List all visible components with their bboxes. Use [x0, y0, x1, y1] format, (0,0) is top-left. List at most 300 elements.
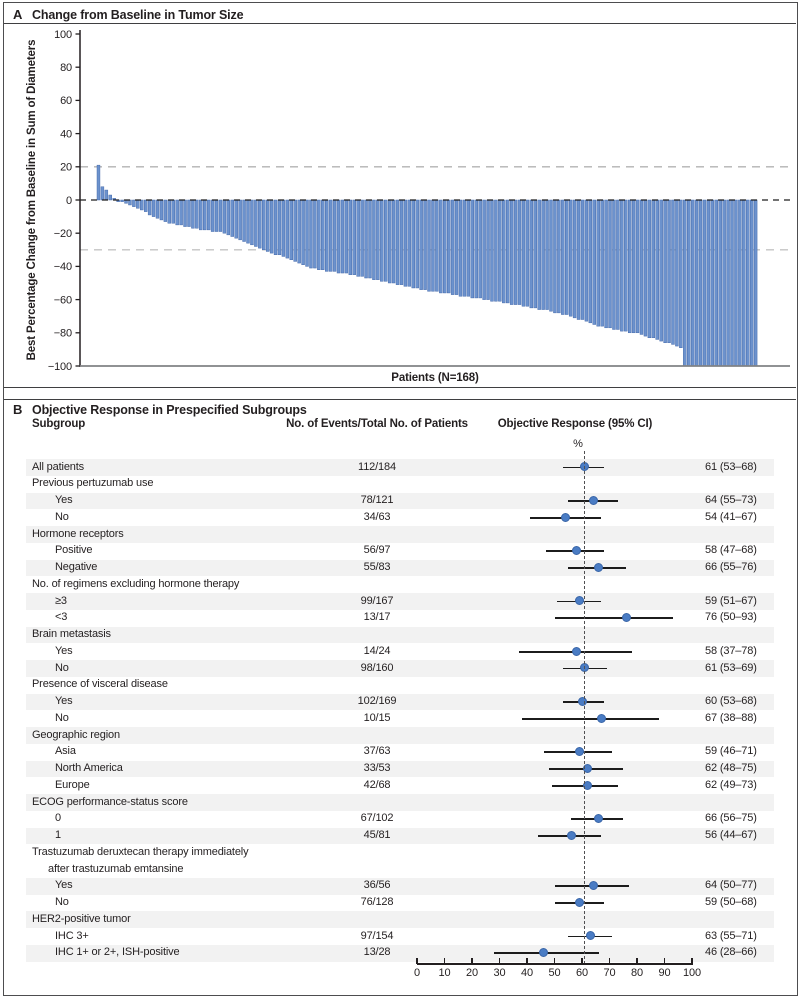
column-header-response: Objective Response (95% CI) [497, 418, 653, 430]
waterfall-bar [144, 200, 147, 212]
confidence-interval-line [555, 617, 673, 619]
point-estimate-dot [539, 948, 548, 957]
waterfall-bar [467, 200, 470, 296]
waterfall-bar [428, 200, 431, 291]
y-tick-label: 20 [60, 161, 72, 174]
point-estimate-dot [597, 714, 606, 723]
forest-row [26, 928, 774, 945]
waterfall-bar [695, 200, 698, 366]
waterfall-bar [644, 200, 647, 336]
point-estimate-dot [572, 647, 581, 656]
subgroup-label: No [55, 711, 69, 724]
y-tick-label: 0 [66, 194, 72, 207]
waterfall-bar [424, 200, 427, 290]
waterfall-bar [711, 200, 714, 366]
forest-category-row [26, 861, 774, 878]
forest-category-row [26, 476, 774, 493]
forest-row [26, 593, 774, 610]
column-header-subgroup: Subgroup [32, 418, 86, 430]
point-estimate-dot [575, 596, 584, 605]
waterfall-bar [361, 200, 364, 276]
events-total-value: 56/97 [363, 544, 391, 557]
waterfall-bar [652, 200, 655, 338]
point-estimate-dot [589, 496, 598, 505]
subgroup-label: HER2-positive tumor [32, 912, 131, 925]
waterfall-bar [341, 200, 344, 273]
waterfall-bar [609, 200, 612, 328]
events-total-value: 45/81 [363, 829, 391, 842]
waterfall-bar [286, 200, 289, 258]
waterfall-bar [475, 200, 478, 298]
waterfall-bar [164, 200, 167, 222]
forest-axis-tick-label: 30 [493, 967, 506, 979]
waterfall-bar [404, 200, 407, 286]
waterfall-bar [675, 200, 678, 346]
waterfall-bar [420, 200, 423, 290]
events-total-value: 67/102 [360, 812, 394, 825]
waterfall-bar [400, 200, 403, 285]
forest-axis-tick [416, 958, 417, 964]
subgroup-label: Geographic region [32, 728, 120, 741]
waterfall-bar [624, 200, 627, 331]
waterfall-bar [538, 200, 541, 310]
waterfall-bar [365, 200, 368, 278]
waterfall-bar [451, 200, 454, 295]
forest-axis-tick [636, 958, 637, 964]
waterfall-bar [384, 200, 387, 281]
waterfall-bar [487, 200, 490, 300]
waterfall-bar [215, 200, 218, 232]
forest-category-row [26, 576, 774, 593]
waterfall-bar [498, 200, 501, 301]
ci-value-label: 54 (41–67) [705, 510, 757, 523]
waterfall-bar [557, 200, 560, 313]
forest-category-row [26, 911, 774, 928]
waterfall-bar [148, 200, 151, 215]
forest-axis-tick [581, 958, 582, 964]
forest-axis-tick-label: 60 [576, 967, 588, 979]
waterfall-bar [585, 200, 588, 321]
forest-row [26, 945, 774, 962]
waterfall-bar [101, 187, 104, 200]
waterfall-bar [243, 200, 246, 242]
waterfall-bar [715, 200, 718, 366]
forest-axis-tick-label: 80 [631, 967, 643, 979]
events-total-value: 42/68 [363, 778, 391, 791]
ci-value-label: 64 (55–73) [705, 494, 757, 507]
waterfall-bar [601, 200, 604, 326]
point-estimate-dot [594, 563, 603, 572]
forest-axis-tick-label: 90 [658, 967, 671, 979]
waterfall-bar [396, 200, 399, 285]
point-estimate-dot [575, 898, 584, 907]
waterfall-bar [435, 200, 438, 291]
point-estimate-dot [586, 931, 595, 940]
waterfall-bar [309, 200, 312, 268]
ci-value-label: 67 (38–88) [705, 711, 757, 724]
y-tick-label: −60 [53, 294, 72, 307]
subgroup-label: Presence of visceral disease [32, 678, 168, 691]
forest-row [26, 878, 774, 895]
waterfall-bar [550, 200, 553, 311]
subgroup-label: No. of regimens excluding hormone therapy [32, 577, 240, 590]
forest-category-row [26, 844, 774, 861]
forest-axis-tick [444, 958, 445, 964]
waterfall-bar [408, 200, 411, 286]
forest-category-row [26, 526, 774, 543]
ci-value-label: 61 (53–69) [705, 661, 757, 674]
y-tick-label: 80 [60, 62, 72, 74]
panel-b-letter: B [13, 402, 23, 417]
waterfall-bar [349, 200, 352, 275]
forest-row [26, 895, 774, 912]
waterfall-bar [140, 200, 143, 210]
waterfall-bar [227, 200, 230, 235]
point-estimate-dot [589, 881, 598, 890]
subgroup-label: ECOG performance-status score [32, 795, 188, 808]
waterfall-bar [306, 200, 309, 266]
ci-value-label: 58 (47–68) [705, 544, 757, 557]
forest-row [26, 509, 774, 526]
panel-b-top-rule [4, 399, 796, 400]
subgroup-label: IHC 1+ or 2+, ISH-positive [55, 946, 180, 959]
waterfall-bar [683, 200, 686, 366]
waterfall-bar [612, 200, 615, 329]
waterfall-bar [459, 200, 462, 296]
subgroup-label: <3 [55, 611, 68, 624]
waterfall-bar [325, 200, 328, 271]
waterfall-bar [727, 200, 730, 366]
subgroup-label: Trastuzumab deruxtecan therapy immediately [32, 845, 249, 858]
waterfall-bar [247, 200, 250, 243]
waterfall-bar [719, 200, 722, 366]
ci-value-label: 58 (37–78) [705, 644, 757, 657]
forest-row [26, 459, 774, 476]
events-total-value: 13/17 [363, 611, 391, 624]
waterfall-bar [180, 200, 183, 225]
subgroup-label: Positive [55, 544, 93, 557]
waterfall-bar [329, 200, 332, 271]
waterfall-bar [282, 200, 285, 256]
point-estimate-dot [567, 831, 576, 840]
subgroup-label: No [55, 896, 69, 909]
subgroup-label: Brain metastasis [32, 628, 111, 641]
waterfall-bar [172, 200, 175, 223]
point-estimate-dot [561, 513, 570, 522]
waterfall-bar [463, 200, 466, 296]
waterfall-bar [357, 200, 360, 276]
forest-row [26, 493, 774, 510]
ci-value-label: 62 (49–73) [705, 778, 757, 791]
waterfall-bar [235, 200, 238, 238]
events-total-value: 76/128 [360, 896, 394, 909]
forest-axis-tick [471, 958, 472, 964]
subgroup-label: ≥3 [55, 594, 67, 607]
y-tick-label: 60 [60, 95, 72, 108]
subgroup-label: IHC 3+ [55, 929, 89, 942]
waterfall-bar [431, 200, 434, 291]
y-tick-label: −80 [53, 327, 72, 340]
waterfall-bar [443, 200, 446, 293]
waterfall-bar [203, 200, 206, 230]
events-total-value: 33/53 [363, 762, 391, 775]
ci-value-label: 62 (48–75) [705, 762, 757, 775]
waterfall-bar [581, 200, 584, 320]
ci-value-label: 46 (28–66) [705, 946, 757, 959]
waterfall-bar [734, 200, 737, 366]
waterfall-bar [660, 200, 663, 341]
waterfall-bar [553, 200, 556, 313]
events-total-value: 36/56 [363, 879, 391, 892]
subgroup-label: Asia [55, 745, 76, 758]
forest-row [26, 761, 774, 778]
forest-axis-tick-label: 50 [548, 967, 561, 979]
waterfall-bar [656, 200, 659, 339]
percent-unit-label: % [573, 438, 583, 450]
waterfall-bar [321, 200, 324, 270]
waterfall-bar [109, 195, 112, 200]
waterfall-bar [160, 200, 163, 220]
waterfall-bar [526, 200, 529, 306]
waterfall-bar [502, 200, 505, 303]
events-total-value: 10/15 [363, 711, 391, 724]
events-total-value: 37/63 [363, 745, 391, 758]
forest-row [26, 560, 774, 577]
waterfall-bar [219, 200, 222, 232]
waterfall-bar [672, 200, 675, 344]
waterfall-bar [731, 200, 734, 366]
waterfall-bar [372, 200, 375, 280]
panel-a-bottom-rule [4, 387, 796, 388]
waterfall-bar [132, 200, 135, 207]
subgroup-label: 1 [55, 829, 61, 842]
waterfall-bar [128, 200, 131, 205]
y-tick-label: 40 [60, 128, 72, 141]
forest-axis-tick [526, 958, 527, 964]
waterfall-bar [510, 200, 513, 305]
forest-axis-tick-label: 20 [466, 967, 478, 979]
waterfall-bar [439, 200, 442, 293]
waterfall-bar [471, 200, 474, 298]
waterfall-bar [577, 200, 580, 320]
waterfall-bar [616, 200, 619, 329]
waterfall-bar [483, 200, 486, 300]
waterfall-bar [207, 200, 210, 230]
events-total-value: 14/24 [363, 644, 391, 657]
point-estimate-dot [575, 747, 584, 756]
events-total-value: 34/63 [363, 510, 391, 523]
forest-row [26, 828, 774, 845]
forest-axis-tick-label: 10 [438, 967, 451, 979]
waterfall-bar [750, 200, 753, 366]
ci-value-label: 59 (50–68) [705, 896, 757, 909]
ci-value-label: 61 (53–68) [705, 460, 757, 473]
forest-row [26, 610, 774, 627]
waterfall-bar [754, 200, 757, 366]
ci-value-label: 63 (55–71) [705, 929, 757, 942]
subgroup-label: Negative [55, 561, 98, 574]
forest-axis-tick-label: 0 [414, 967, 420, 979]
point-estimate-dot [578, 697, 587, 706]
waterfall-bar [199, 200, 202, 230]
waterfall-bar [494, 200, 497, 301]
waterfall-bar [738, 200, 741, 366]
waterfall-bar [569, 200, 572, 316]
waterfall-x-axis-label: Patients (N=168) [391, 372, 479, 384]
subgroup-label: 0 [55, 812, 61, 825]
waterfall-bar [168, 200, 171, 223]
forest-axis-tick-label: 100 [683, 967, 701, 979]
forest-axis-tick [691, 958, 692, 964]
waterfall-bar [176, 200, 179, 225]
waterfall-bar [294, 200, 297, 261]
ci-value-label: 64 (50–77) [705, 879, 757, 892]
forest-category-row [26, 794, 774, 811]
events-total-value: 97/154 [360, 929, 394, 942]
forest-axis-tick-label: 70 [603, 967, 616, 979]
subgroup-label: Yes [55, 879, 73, 892]
waterfall-bar [506, 200, 509, 303]
waterfall-bar [699, 200, 702, 366]
waterfall-bar [254, 200, 257, 246]
waterfall-bar [687, 200, 690, 366]
waterfall-bar [290, 200, 293, 260]
waterfall-bar [491, 200, 494, 301]
waterfall-bar [231, 200, 234, 237]
ci-value-label: 59 (46–71) [705, 745, 757, 758]
panel-a-letter: A [13, 7, 23, 22]
waterfall-bar [479, 200, 482, 298]
waterfall-bar [703, 200, 706, 366]
waterfall-bar [369, 200, 372, 278]
waterfall-bar [317, 200, 320, 270]
waterfall-bar [620, 200, 623, 331]
waterfall-bar [337, 200, 340, 273]
waterfall-bar [274, 200, 277, 255]
waterfall-bar [270, 200, 273, 253]
ci-value-label: 56 (44–67) [705, 829, 757, 842]
column-header-events: No. of Events/Total No. of Patients [286, 418, 468, 430]
events-total-value: 78/121 [360, 494, 394, 507]
forest-row [26, 694, 774, 711]
forest-axis-tick [609, 958, 610, 964]
waterfall-bar [593, 200, 596, 325]
waterfall-bar [530, 200, 533, 308]
waterfall-bar [707, 200, 710, 366]
subgroup-label: Previous pertuzumab use [32, 477, 154, 490]
y-tick-label: −40 [53, 261, 72, 274]
waterfall-bar [565, 200, 568, 315]
waterfall-bar [298, 200, 301, 263]
waterfall-bar [447, 200, 450, 293]
waterfall-bar [353, 200, 356, 275]
waterfall-bar [416, 200, 419, 288]
waterfall-bar [188, 200, 191, 227]
waterfall-bar [262, 200, 265, 250]
waterfall-bar [333, 200, 336, 271]
waterfall-bar [97, 165, 100, 200]
waterfall-bar [152, 200, 155, 217]
subgroup-label: No [55, 661, 69, 674]
waterfall-bar [664, 200, 667, 343]
waterfall-bar [121, 200, 124, 202]
subgroup-label: No [55, 510, 69, 523]
waterfall-bar [723, 200, 726, 366]
waterfall-bar [392, 200, 395, 283]
waterfall-bar [746, 200, 749, 366]
ci-value-label: 59 (51–67) [705, 594, 757, 607]
waterfall-bar [156, 200, 159, 218]
y-tick-label: −20 [53, 228, 72, 240]
forest-row [26, 710, 774, 727]
waterfall-bar [636, 200, 639, 333]
point-estimate-dot [622, 613, 631, 622]
waterfall-bar [597, 200, 600, 326]
waterfall-bar [105, 190, 108, 200]
waterfall-bar [573, 200, 576, 318]
subgroup-label: All patients [32, 460, 85, 473]
waterfall-bar [266, 200, 269, 251]
forest-category-row [26, 727, 774, 744]
waterfall-bar [250, 200, 253, 245]
panel-a-title: Change from Baseline in Tumor Size [32, 7, 244, 22]
waterfall-bar [388, 200, 391, 283]
waterfall-bar [455, 200, 458, 295]
events-total-value: 98/160 [360, 661, 394, 674]
waterfall-chart [0, 0, 800, 390]
forest-axis-tick [499, 958, 500, 964]
forest-row [26, 777, 774, 794]
waterfall-bars [97, 165, 757, 366]
waterfall-bar [376, 200, 379, 280]
waterfall-bar [184, 200, 187, 227]
forest-axis-tick [664, 958, 665, 964]
waterfall-bar [542, 200, 545, 310]
waterfall-bar [211, 200, 214, 232]
waterfall-bar [258, 200, 261, 248]
waterfall-bar [589, 200, 592, 323]
subgroup-label: after trastuzumab emtansine [48, 862, 184, 875]
waterfall-bar [742, 200, 745, 366]
subgroup-label: Hormone receptors [32, 527, 124, 540]
waterfall-y-axis-label: Best Percentage Change from Baseline in Sum of Diameters [26, 39, 38, 361]
waterfall-bar [195, 200, 198, 228]
ci-value-label: 66 (55–76) [705, 561, 757, 574]
waterfall-bar [278, 200, 281, 255]
waterfall-bar [628, 200, 631, 333]
waterfall-bar [632, 200, 635, 333]
waterfall-bar [640, 200, 643, 334]
forest-category-row [26, 677, 774, 694]
waterfall-bar [514, 200, 517, 305]
forest-axis-tick-label: 40 [521, 967, 533, 979]
waterfall-bar [534, 200, 537, 308]
waterfall-bar [679, 200, 682, 348]
panel-b-title: Objective Response in Prespecified Subgroups [32, 402, 307, 417]
point-estimate-dot [594, 814, 603, 823]
waterfall-bar [191, 200, 194, 228]
waterfall-bar [561, 200, 564, 315]
waterfall-bar [313, 200, 316, 268]
events-total-value: 99/167 [360, 594, 394, 607]
subgroup-label: Yes [55, 644, 73, 657]
waterfall-bar [136, 200, 139, 208]
ci-value-label: 66 (56–75) [705, 812, 757, 825]
forest-reference-line [584, 451, 585, 964]
waterfall-bar [302, 200, 305, 265]
subgroup-label: Europe [55, 778, 90, 791]
subgroup-label: North America [55, 762, 123, 775]
